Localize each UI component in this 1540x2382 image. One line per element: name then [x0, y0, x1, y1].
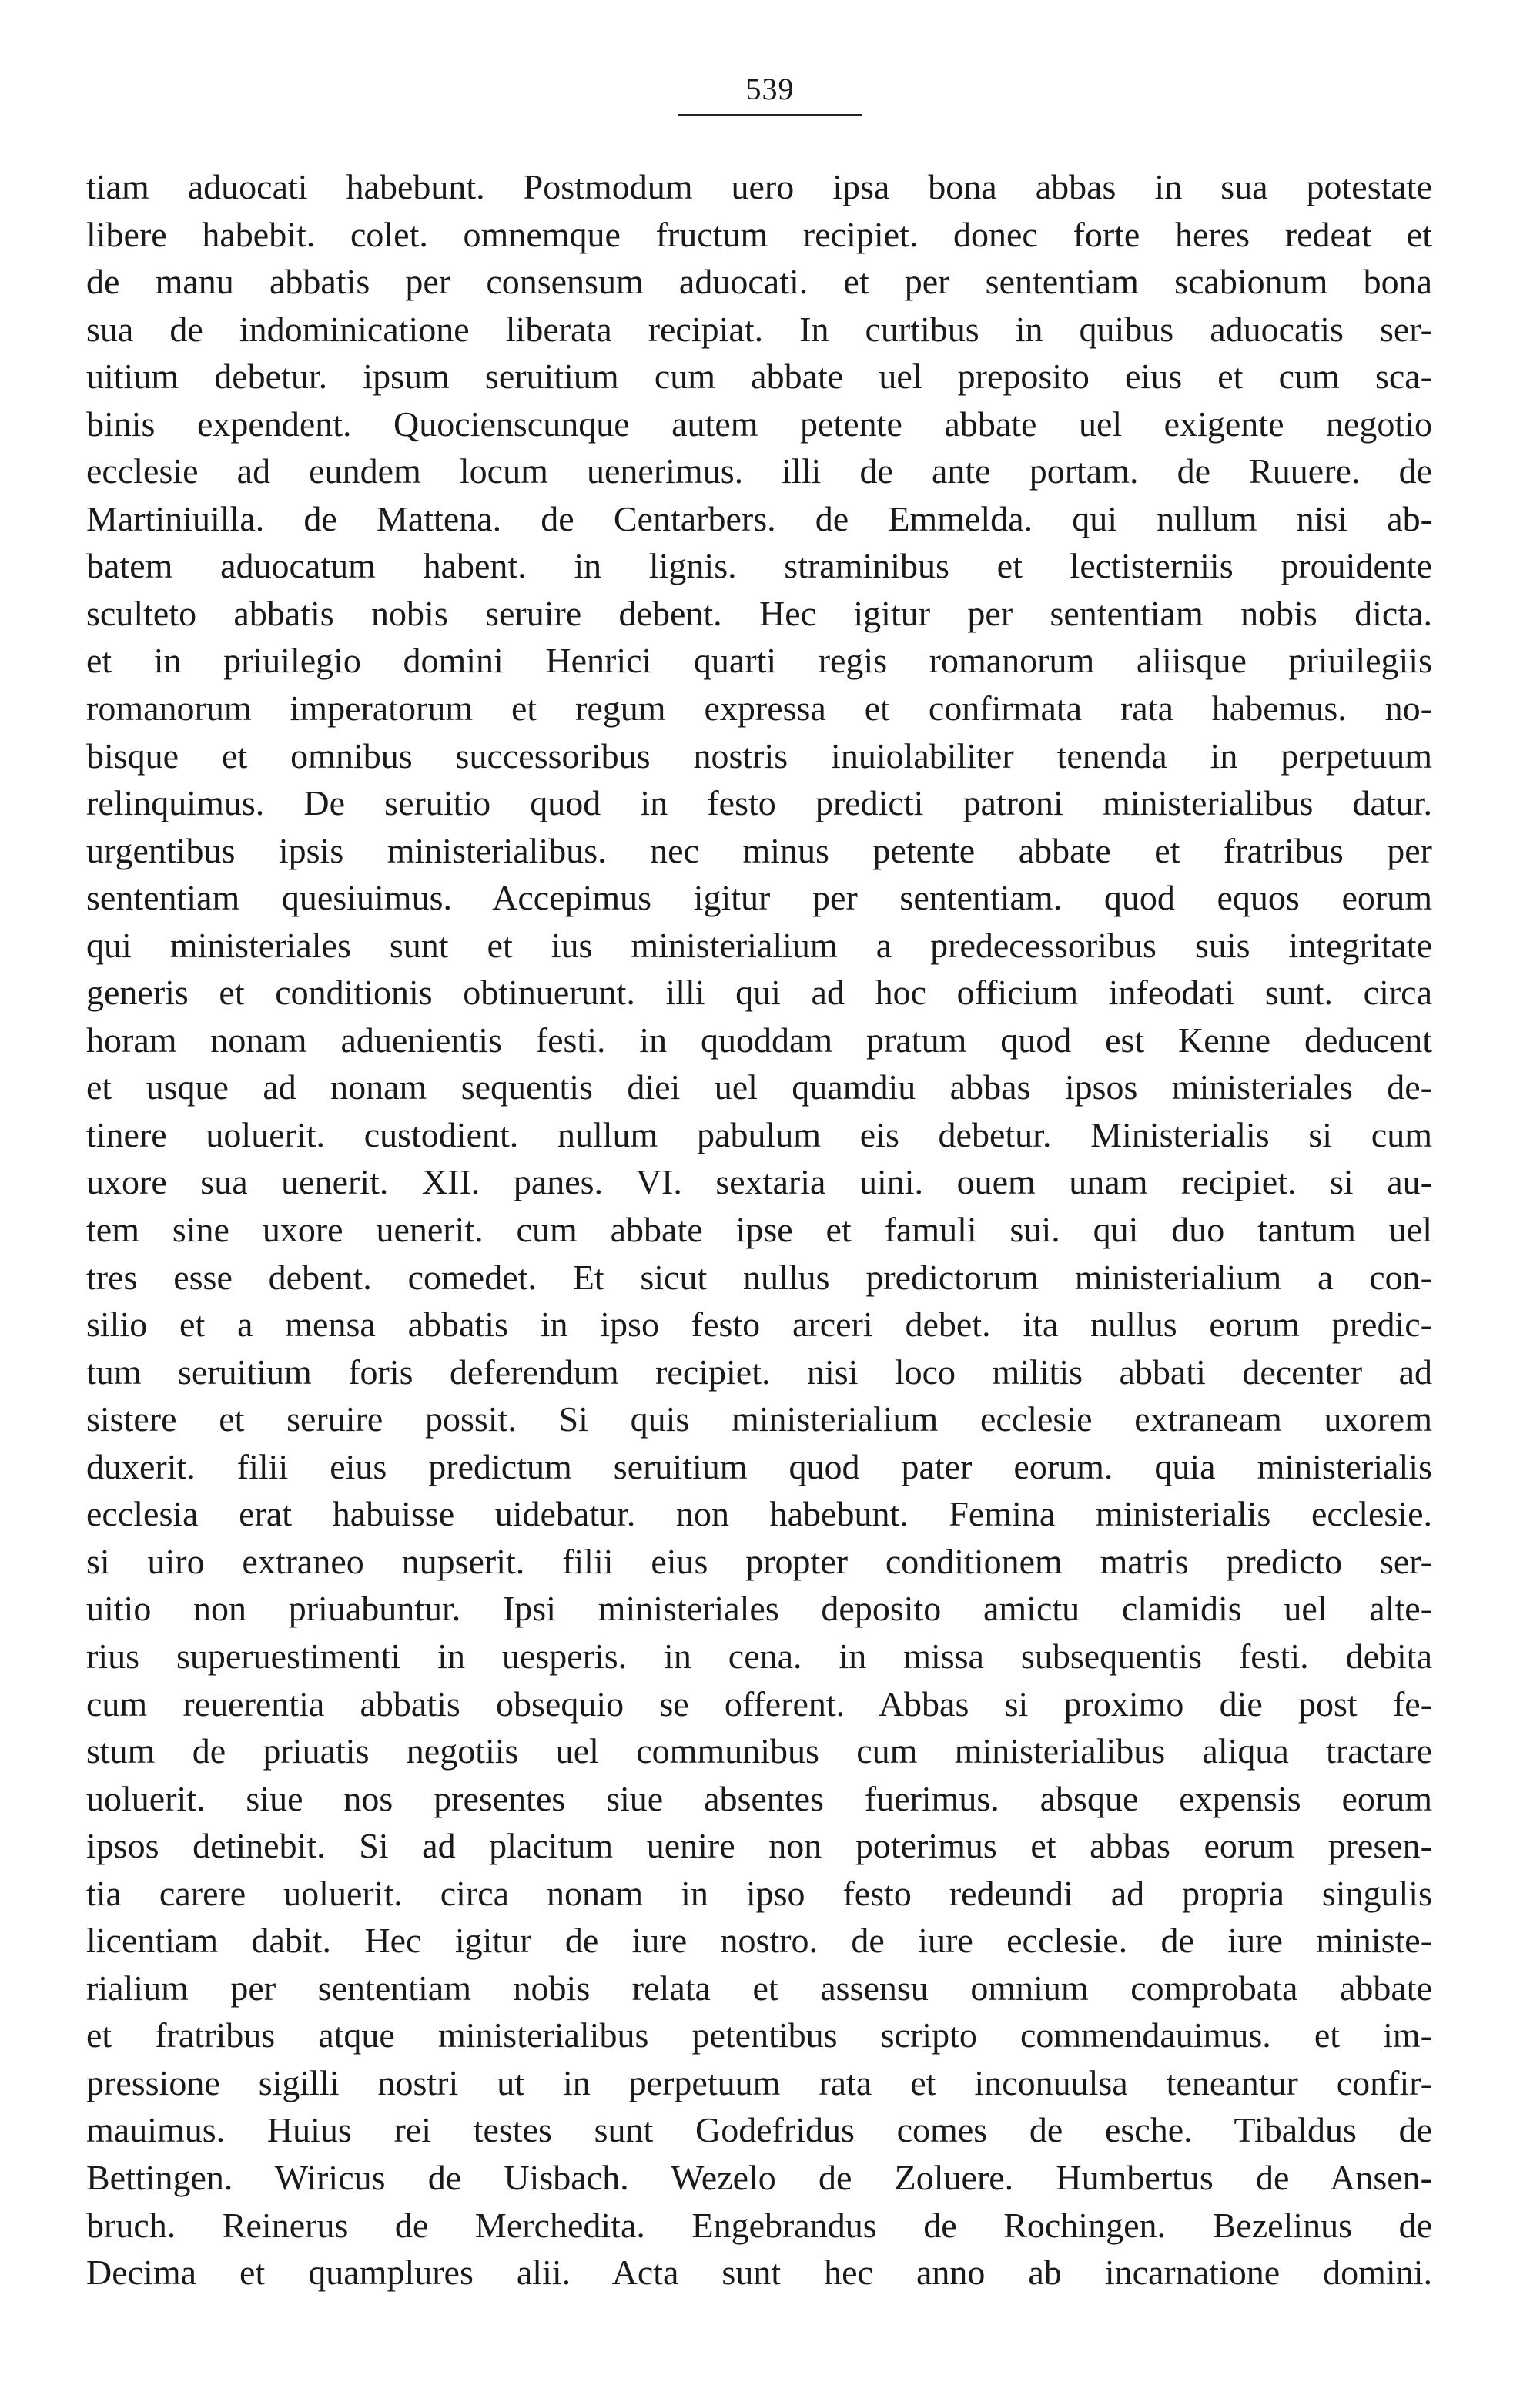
document-body — [86, 163, 1432, 2297]
text-line: stum de priuatis negotiis uel communibus cum ministerialibus aliqua tractare — [86, 1731, 1432, 1771]
text-line: duxerit. filii eius predictum seruitium quod pater eorum. quia ministerialis — [86, 1446, 1432, 1486]
text-line: uxore sua uenerit. XII. panes. VI. sextaria uini. ouem unam recipiet. si au- — [86, 1162, 1432, 1202]
text-line: urgentibus ipsis ministerialibus. nec minus petente abbate et fratribus per — [86, 830, 1432, 870]
text-line: silio et a mensa abbatis in ipso festo arceri debet. ita nullus eorum predic- — [86, 1305, 1432, 1345]
text-line: horam nonam aduenientis festi. in quoddam pratum quod est Kenne deducent — [86, 1020, 1432, 1060]
text-line: si uiro extraneo nupserit. filii eius propter conditionem matris predicto ser- — [86, 1541, 1432, 1581]
text-line: rialium per sententiam nobis relata et assensu omnium comprobata abbate — [86, 1968, 1432, 2008]
text-line: bisque et omnibus successoribus nostris inuiolabiliter tenenda in perpetuum — [86, 735, 1432, 776]
text-line: ecclesie ad eundem locum uenerimus. illi de ante portam. de Ruuere. de — [86, 451, 1432, 491]
text-line: et fratribus atque ministerialibus petentibus scripto commendauimus. et im- — [86, 2015, 1432, 2055]
text-line: ecclesia erat habuisse uidebatur. non habebunt. Femina ministerialis ecclesie. — [86, 1494, 1432, 1534]
text-line: tiam aduocati habebunt. Postmodum uero ipsa bona abbas in sua potestate — [86, 167, 1432, 206]
text-line: Martiniuilla. de Mattena. de Centarbers. de Emmelda. qui nullum nisi ab- — [86, 498, 1432, 538]
text-line: generis et conditionis obtinuerunt. illi qui ad hoc officium infeodati sunt. circa — [86, 973, 1432, 1013]
text-line: de manu abbatis per consensum aduocati. et per sententiam scabionum bona — [86, 262, 1432, 302]
text-line: rius superuestimenti in uesperis. in cena. in missa subsequentis festi. debita — [86, 1636, 1432, 1676]
text-line: romanorum imperatorum et regum expressa et confirmata rata habemus. no- — [86, 688, 1432, 729]
text-line: Bettingen. Wiricus de Uisbach. Wezelo de Zoluere. Humbertus de Ansen- — [86, 2157, 1432, 2197]
text-line: mauimus. Huius rei testes sunt Godefridus comes de esche. Tibaldus de — [86, 2110, 1432, 2150]
text-line: sententiam quesiuimus. Accepimus igitur per sententiam. quod equos eorum — [86, 878, 1432, 918]
text-line: binis expendent. Quocienscunque autem petente abbate uel exigente negotio — [86, 404, 1432, 444]
text-line: uitium debetur. ipsum seruitium cum abbate uel preposito eius et cum sca- — [86, 357, 1432, 397]
text-line: uoluerit. siue nos presentes siue absentes fuerimus. absque expensis eorum — [86, 1778, 1432, 1818]
text-line: tinere uoluerit. custodient. nullum pabulum eis debetur. Ministerialis si cum — [86, 1114, 1432, 1154]
text-line: qui ministeriales sunt et ius ministerialium a predecessoribus suis integritate — [86, 925, 1432, 965]
text-line: sua de indominicatione liberata recipiat. In curtibus in quibus aduocatis ser- — [86, 309, 1432, 349]
text-line: tres esse debent. comedet. Et sicut nullus predictorum ministerialium a con- — [86, 1257, 1432, 1297]
header-rule — [678, 114, 862, 116]
text-line: cum reuerentia abbatis obsequio se offerent. Abbas si proximo die post fe- — [86, 1683, 1432, 1724]
text-line: libere habebit. colet. omnemque fructum recipiet. donec forte heres redeat et — [86, 214, 1432, 254]
text-line: bruch. Reinerus de Merchedita. Engebrandus de Rochingen. Bezelinus de — [86, 2205, 1432, 2245]
text-line: sistere et seruire possit. Si quis ministerialium ecclesie extraneam uxorem — [86, 1399, 1432, 1439]
text-line: ipsos detinebit. Si ad placitum uenire non poterimus et abbas eorum presen- — [86, 1826, 1432, 1866]
text-line: sculteto abbatis nobis seruire debent. Hec igitur per sententiam nobis dicta. — [86, 593, 1432, 633]
text-line: tia carere uoluerit. circa nonam in ipso festo redeundi ad propria singulis — [86, 1873, 1432, 1913]
text-line: et in priuilegio domini Henrici quarti regis romanorum aliisque priuilegiis — [86, 641, 1432, 681]
text-line: pressione sigilli nostri ut in perpetuum rata et inconuulsa teneantur confir- — [86, 2062, 1432, 2102]
text-line: batem aduocatum habent. in lignis. straminibus et lectisterniis prouidente — [86, 546, 1432, 586]
text-line: relinquimus. De seruitio quod in festo predicti patroni ministerialibus datur. — [86, 783, 1432, 823]
text-line: tum seruitium foris deferendum recipiet. nisi loco militis abbati decenter ad — [86, 1352, 1432, 1392]
text-line: licentiam dabit. Hec igitur de iure nostro. de iure ecclesie. de iure ministe- — [86, 1921, 1432, 1961]
page-number: 539 — [745, 72, 795, 106]
text-line: tem sine uxore uenerit. cum abbate ipse et famuli sui. qui duo tantum uel — [86, 1210, 1432, 1250]
text-line: et usque ad nonam sequentis diei uel quamdiu abbas ipsos ministeriales de- — [86, 1067, 1432, 1107]
text-line: uitio non priuabuntur. Ipsi ministeriales deposito amictu clamidis uel alte- — [86, 1589, 1432, 1629]
text-line: Decima et quamplures alii. Acta sunt hec anno ab incarnatione domini. — [86, 2253, 1432, 2293]
